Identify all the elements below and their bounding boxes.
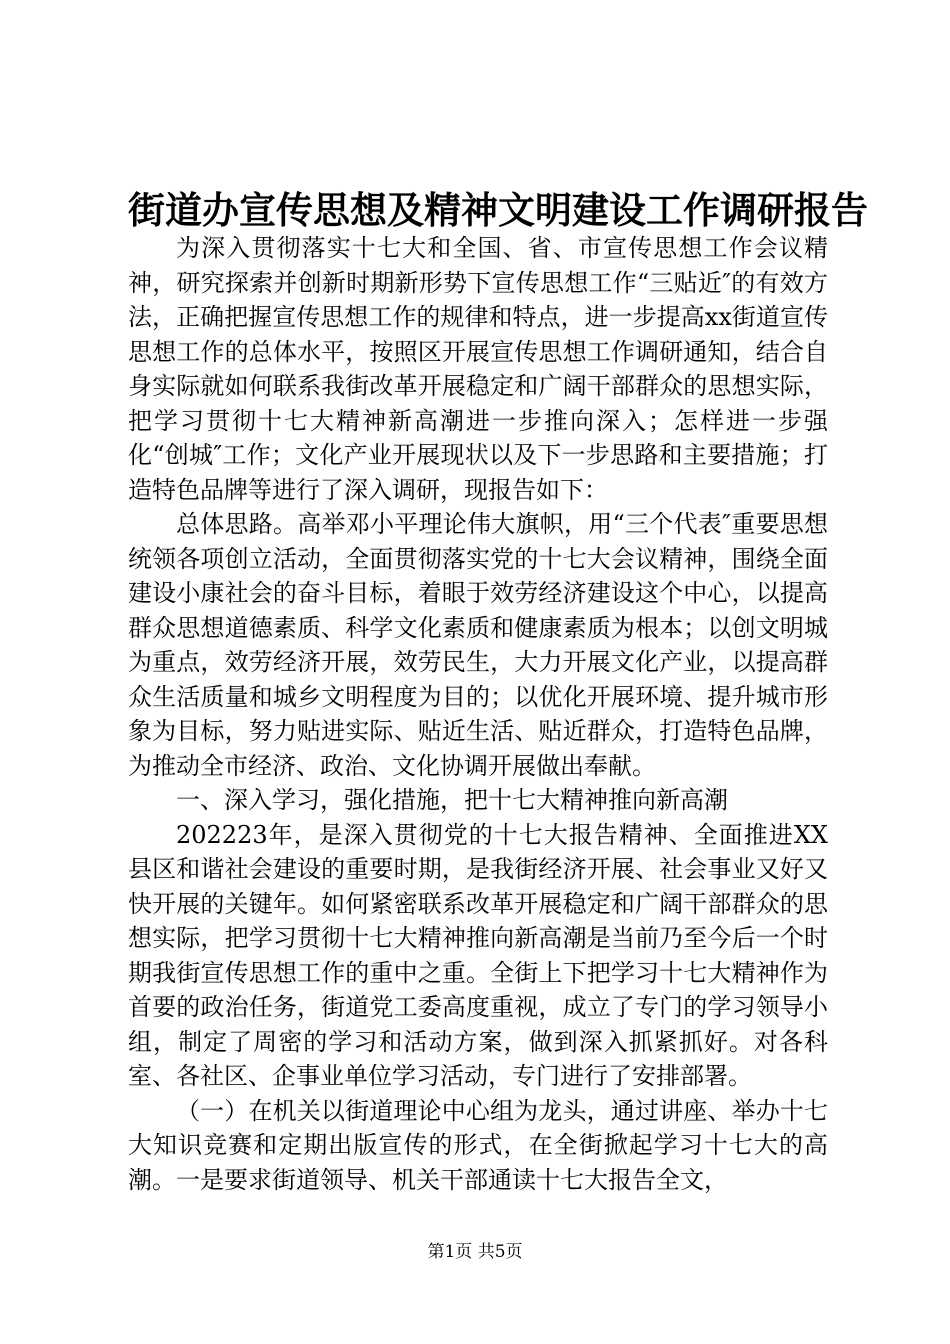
paragraph-section-1: 202223年，是深入贯彻党的十七大报告精神、全面推进XX县区和谐社会建设的重要时期，是我街经济开展、社会事业又好又快开展的关键年。如何紧密联系改革开展稳定和广阔干部群众的思想实际，把学习贯彻十七大精神推向新高潮是当前乃至今后一个时期我街宣传思想工作的重中之重。全街上下把学习十七大精神作为首要的政治任务，街道党工委高度重视，成立了专门的学习领导小组，制定了周密的学习和活动方案，做到深入抓紧抓好。对各科室、各社区、企事业单位学习活动，专门进行了安排部署。	[128, 820, 828, 1090]
section-heading-1: 一、深入学习，强化措施，把十七大精神推向新高潮	[176, 786, 728, 814]
document-title: 街道办宣传思想及精神文明建设工作调研报告	[128, 188, 868, 232]
paragraph-intro: 为深入贯彻落实十七大和全国、省、市宣传思想工作会议精神，研究探索并创新时期新形势下宣传思想工作“三贴近″的有效方法，正确把握宣传思想工作的规律和特点，进一步提高xx街道宣传思想工作的总体水平，按照区开展宣传思想工作调研通知，结合自身实际就如何联系我街改革开展稳定和广阔干部群众的思想实际，把学习贯彻十七大精神新高潮进一步推向深入；怎样进一步强化“创城″工作；文化产业开展现状以及下一步思路和主要措施；打造特色品牌等进行了深入调研，现报告如下：	[128, 234, 828, 504]
paragraph-subsection-1: （一）在机关以街道理论中心组为龙头，通过讲座、举办十七大知识竞赛和定期出版宣传的形式，在全街掀起学习十七大的高潮。一是要求街道领导、机关干部通读十七大报告全文，	[128, 1096, 828, 1194]
paragraph-overall-approach: 总体思路。高举邓小平理论伟大旗帜，用“三个代表″重要思想统领各项创立活动，全面贯彻落实党的十七大会议精神，围绕全面建设小康社会的奋斗目标，着眼于效劳经济建设这个中心，以提高群众思想道德素质、科学文化素质和健康素质为根本；以创文明城为重点，效劳经济开展，效劳民生，大力开展文化产业，以提高群众生活质量和城乡文明程度为目的；以优化开展环境、提升城市形象为目标，努力贴进实际、贴近生活、贴近群众，打造特色品牌，为推动全市经济、政治、文化协调开展做出奉献。	[128, 510, 828, 780]
page-footer: 第1页 共5页	[427, 1242, 523, 1262]
document-body	[128, 231, 828, 1197]
